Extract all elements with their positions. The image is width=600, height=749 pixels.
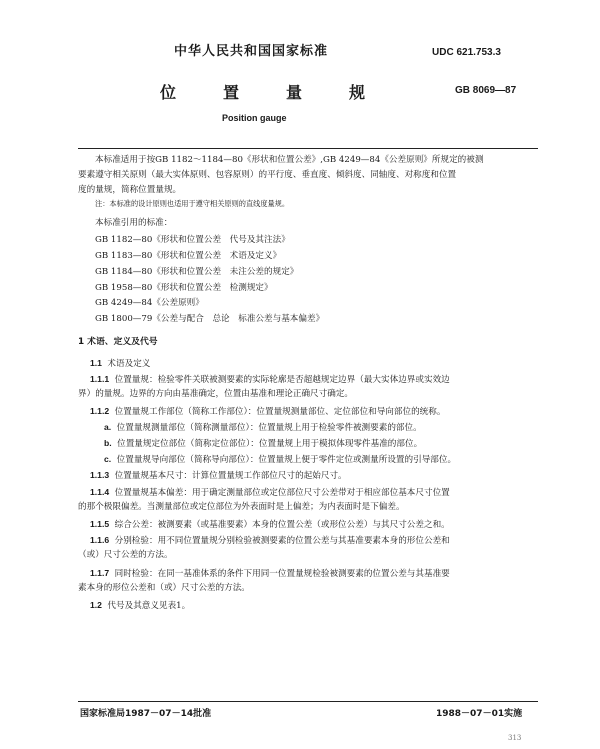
reference-item: GB 1958—80《形状和位置公差 检测规定》 bbox=[95, 283, 273, 293]
clause-number: 1.1.2 bbox=[90, 406, 110, 416]
title-char: 置 bbox=[223, 83, 240, 102]
clause bbox=[90, 517, 450, 532]
clause-text: 位置量规基本尺寸：计算位置量规工作部位尺寸的起始尺寸。 bbox=[114, 471, 347, 481]
clause-number: 1.1.6 bbox=[90, 535, 110, 545]
gb-code: GB 8069—87 bbox=[455, 85, 517, 96]
clause-text: 位置量规：检验零件关联被测要素的实际轮廓是否超越规定边界（最大实体边界或实效边 bbox=[114, 375, 450, 385]
reference-item: GB 1182—80《形状和位置公差 代号及其注法》 bbox=[95, 235, 290, 245]
effective-date: 1988－07－01实施 bbox=[436, 709, 523, 719]
top-rule bbox=[78, 148, 538, 149]
standard-org: 中华人民共和国国家标准 bbox=[174, 44, 329, 59]
bottom-rule bbox=[78, 701, 538, 702]
title-char: 量 bbox=[286, 83, 303, 102]
clause bbox=[104, 420, 422, 435]
page-mark: 313 bbox=[508, 734, 522, 742]
clause bbox=[90, 533, 450, 548]
clause-text: 位置量规导向部位（简称导向部位）：位置量规上便于零件定位或测量所设置的引导部位。 bbox=[116, 455, 457, 465]
udc-code: UDC 621.753.3 bbox=[432, 47, 501, 58]
clause bbox=[90, 372, 450, 387]
approval-date: 国家标准局1987－07－14批准 bbox=[80, 709, 212, 719]
reference-item: GB 1183—80《形状和位置公差 术语及定义》 bbox=[95, 251, 282, 261]
clause-text: 分别检验：用不同位置量规分别检验被测要素的位置公差与其基准要素本身的形位公差和 bbox=[114, 536, 450, 546]
reference-item: GB 1184—80《形状和位置公差 未注公差的规定》 bbox=[95, 267, 299, 277]
intro-line: 本标准适用于按GB 1182～1184—80《形状和位置公差》,GB 4249—84《公差原则》所规定的被测 bbox=[95, 155, 484, 165]
references-heading: 本标准引用的标准： bbox=[95, 218, 173, 228]
clause-number: b. bbox=[104, 438, 112, 448]
clause-number: 1.1.5 bbox=[90, 519, 110, 529]
clause bbox=[90, 485, 450, 500]
reference-item: GB 4249—84《公差原则》 bbox=[95, 298, 204, 308]
intro-note: 注：本标准的设计原则也适用于遵守相关原则的直线度量规。 bbox=[95, 199, 290, 208]
intro-line: 度的量规，简称位置量规。 bbox=[78, 185, 182, 195]
clause-number: 1.1 bbox=[90, 358, 102, 368]
clause-text: 综合公差：被测要素（或基准要素）本身的位置公差（或形位公差）与其尺寸公差之和。 bbox=[114, 520, 450, 530]
clause-text: 位置量规基本偏差：用于确定测量部位或定位部位尺寸公差带对于相应部位基本尺寸位置 bbox=[114, 488, 450, 498]
clause bbox=[90, 356, 150, 371]
clause-text: 位置量规工作部位（简称工作部位）：位置量规测量部位、定位部位和导向部位的统称。 bbox=[114, 407, 446, 417]
clause-continuation: 的那个极限偏差。当测量部位或定位部位为外表面时是上偏差；为内表面时是下偏差。 bbox=[78, 502, 405, 512]
clause-number: 1.1.7 bbox=[90, 568, 110, 578]
clause-continuation: 素本身的形位公差和（或）尺寸公差的方法。 bbox=[78, 583, 250, 593]
clause bbox=[90, 468, 347, 483]
reference-item: GB 1800—79《公差与配合 总论 标准公差与基本偏差》 bbox=[95, 314, 325, 324]
clause-number: 1.1.1 bbox=[90, 374, 110, 384]
clause-text: 代号及其意义见表1。 bbox=[107, 601, 191, 611]
clause bbox=[104, 452, 456, 467]
clause-continuation: 界）的量规。边界的方向由基准确定，位置由基准和理论正确尺寸确定。 bbox=[78, 389, 354, 399]
section-heading: 1 术语、定义及代号 bbox=[78, 337, 158, 347]
document-title bbox=[160, 80, 365, 103]
clause-number: c. bbox=[104, 454, 112, 464]
clause-text: 位置量规定位部位（简称定位部位）：位置量规上用于模拟体现零件基准的部位。 bbox=[117, 439, 423, 449]
clause-text: 术语及定义 bbox=[107, 359, 151, 369]
clause bbox=[90, 566, 450, 581]
clause bbox=[104, 436, 422, 451]
intro-line: 要素遵守相关原则（最大实体原则、包容原则）的平行度、垂直度、倾斜度、同轴度、对称度和位置 bbox=[78, 170, 457, 180]
clause-number: a. bbox=[104, 422, 112, 432]
title-char: 位 bbox=[160, 83, 177, 102]
clause bbox=[90, 598, 190, 613]
clause-number: 1.2 bbox=[90, 600, 102, 610]
clause-number: 1.1.3 bbox=[90, 470, 110, 480]
title-english: Position gauge bbox=[222, 113, 287, 123]
clause bbox=[90, 404, 445, 419]
clause-text: 位置量规测量部位（简称测量部位）：位置量规上用于检验零件被测要素的部位。 bbox=[116, 423, 422, 433]
clause-text: 同时检验：在同一基准体系的条件下用同一位置量规检验被测要素的位置公差与其基准要 bbox=[114, 569, 450, 579]
clause-number: 1.1.4 bbox=[90, 487, 110, 497]
clause-continuation: （或）尺寸公差的方法。 bbox=[78, 550, 173, 560]
title-char: 规 bbox=[349, 83, 366, 102]
